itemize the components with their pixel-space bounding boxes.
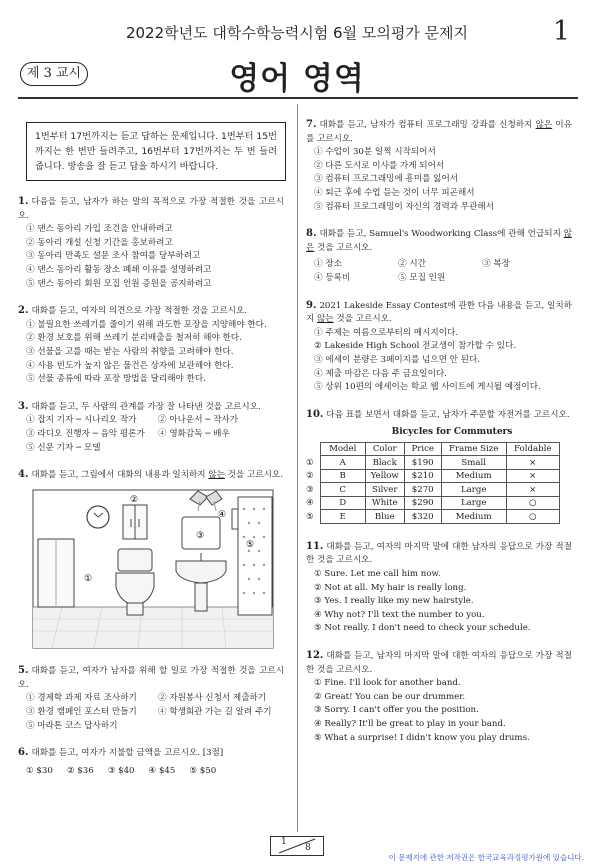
question-stem: 대화를 듣고, 여자의 마지막 말에 대한 남자의 응답으로 가장 적절한 것을 고르시오.: [306, 541, 572, 566]
exam-period-badge: 제 3 교시: [20, 62, 88, 86]
option-mark[interactable]: ⑤: [306, 511, 314, 522]
option[interactable]: ① 불필요한 쓰레기를 줄이기 위해 과도한 포장을 지양해야 한다.: [26, 319, 267, 330]
option[interactable]: ⑤ What a surprise! I didn't know you play drums.: [314, 732, 530, 743]
question-number: 4.: [18, 469, 29, 481]
option-mark[interactable]: ③: [306, 484, 314, 495]
option[interactable]: ③ 선물을 고를 때는 받는 사람의 취향을 고려해야 한다.: [26, 346, 234, 357]
question-stem: 대화를 듣고, 여자가 지불할 금액을 고르시오. [3점]: [31, 748, 224, 759]
option[interactable]: ③ Yes. I really like my new hairstyle.: [314, 596, 474, 607]
question-number: 2.: [18, 305, 29, 317]
question-7: [306, 118, 572, 214]
column-header: Price: [404, 442, 441, 456]
option[interactable]: ② $36: [66, 765, 94, 776]
marker-3: ③: [196, 530, 205, 541]
question-number: 9.: [306, 299, 317, 311]
question-number: 12.: [306, 650, 324, 662]
marker-2: ②: [130, 494, 139, 505]
option[interactable]: ③ 동아리 만족도 설문 조사 참여를 당부하려고: [26, 251, 201, 262]
option[interactable]: ④ 제출 마감은 다음 주 금요일이다.: [314, 368, 447, 379]
page-indicator: [270, 836, 324, 856]
option[interactable]: ① 잡지 기자 ─ 시나리오 작가: [26, 415, 137, 426]
option[interactable]: ① 댄스 동아리 가입 조건을 안내하려고: [26, 224, 173, 235]
table-cell: Small: [441, 456, 506, 470]
option[interactable]: ④ Really? It'll be great to play in your band.: [314, 719, 506, 729]
table-row[interactable]: [306, 456, 559, 470]
option-mark[interactable]: ①: [306, 457, 314, 468]
option[interactable]: ⑤ 신문 기자 ─ 모델: [26, 442, 101, 453]
table-cell: ○: [506, 496, 559, 510]
table-cell: A: [320, 456, 365, 470]
option[interactable]: ⑤ 댄스 동아리 회원 모집 인원 증원을 공지하려고: [26, 278, 212, 289]
option[interactable]: ② Great! You can be our drummer.: [314, 691, 466, 702]
option[interactable]: ① $30: [26, 765, 53, 776]
option[interactable]: ① 주제는 여름으로부터의 메시지이다.: [314, 327, 459, 338]
option[interactable]: ⑤ 상위 10편의 에세이는 학교 웹 사이트에 게시될 예정이다.: [314, 382, 541, 393]
table-cell: ○: [506, 510, 559, 524]
table-cell: Blue: [365, 510, 404, 524]
subject-title: 영어 영역: [229, 61, 365, 97]
question-number: 1.: [18, 196, 29, 207]
page-number: 1: [552, 16, 570, 47]
table-cell: ×: [506, 483, 559, 497]
option[interactable]: ⑤ Not really. I don't need to check your schedule.: [314, 623, 531, 634]
right-column: [306, 118, 572, 745]
marker-5: ⑤: [246, 539, 255, 550]
option[interactable]: ② 환경 보호를 위해 쓰레기 분리배출을 철저히 해야 한다.: [26, 333, 242, 344]
column-header: Model: [320, 442, 365, 456]
question-5: [18, 664, 284, 733]
question-stem: 다음을 듣고, 남자가 하는 말의 목적으로 가장 적절한 것을 고르시오.: [18, 197, 284, 221]
question-10: [306, 408, 572, 524]
current-page: 1: [281, 837, 287, 847]
option-mark[interactable]: ④: [306, 498, 314, 509]
table-cell: Medium: [441, 510, 506, 524]
option[interactable]: ① 경제학 과제 자료 조사하기: [26, 693, 137, 704]
table-cell: $290: [404, 496, 441, 510]
option[interactable]: ② Not at all. My hair is really long.: [314, 582, 467, 593]
question-1: [18, 195, 284, 291]
option[interactable]: ④ 학생회관 가는 길 알려 주기: [158, 707, 272, 718]
table-row[interactable]: [306, 483, 559, 497]
question-stem: 이유를 고르시오.: [306, 120, 572, 144]
table-cell: $270: [404, 483, 441, 497]
table-cell: Yellow: [365, 469, 404, 483]
option[interactable]: ④ 퇴근 후에 수업 듣는 것이 너무 피곤해서: [314, 187, 475, 198]
table-cell: ×: [506, 469, 559, 483]
question-number: 3.: [18, 400, 29, 412]
table-cell: C: [320, 483, 365, 497]
option[interactable]: ③ 컴퓨터 프로그래밍에 흥미를 잃어서: [314, 174, 459, 185]
option[interactable]: ③ 에세이 분량은 3페이지를 넘으면 안 된다.: [314, 354, 481, 365]
left-column: [18, 100, 284, 778]
header-divider: [18, 97, 578, 99]
table-cell: $320: [404, 510, 441, 524]
column-header: Frame Size: [441, 442, 506, 456]
option[interactable]: ④ 사용 빈도가 높지 않은 물건은 상자에 보관해야 한다.: [26, 360, 234, 371]
question-3: [18, 400, 284, 455]
question-number: 6.: [18, 747, 29, 759]
question-stem: 대화를 듣고, 여자가 남자를 위해 할 일로 가장 적절한 것을 고르시오.: [18, 666, 284, 690]
table-cell: Black: [365, 456, 404, 470]
option[interactable]: ⑤ 선물 종류에 따라 포장 방법을 달리해야 한다.: [26, 374, 206, 385]
option[interactable]: ⑤ 마라톤 코스 답사하기: [26, 720, 118, 731]
question-8: [306, 227, 572, 285]
option[interactable]: ④ 댄스 동아리 활동 장소 폐쇄 이유를 설명하려고: [26, 264, 212, 275]
option[interactable]: ② 자원봉사 신청서 제출하기: [158, 693, 267, 704]
question-stem: 것을 고르시오.: [314, 242, 373, 253]
table-cell: $210: [404, 469, 441, 483]
table-title: Bicycles for Commuters: [391, 427, 513, 438]
option[interactable]: ① 수업이 30분 일찍 시작되어서: [314, 147, 436, 158]
question-stem: 대화를 듣고, 남자의 마지막 말에 대한 여자의 응답으로 가장 적절한 것을 고르시오.: [306, 651, 572, 675]
table-cell: Large: [441, 483, 506, 497]
table-cell: Large: [441, 496, 506, 510]
listening-notice: 1번부터 17번까지는 듣고 답하는 문제입니다. 1번부터 15번까지는 한 번만 들려주고, 16번부터 17번까지는 두 번 들려줍니다. 방송을 잘 듣고 답을 하시기 바랍니다.: [26, 122, 286, 181]
table-cell: $190: [404, 456, 441, 470]
question-stem-underlined: 않는: [208, 470, 225, 481]
question-stem-underlined: 않는: [317, 314, 334, 325]
option[interactable]: ③ 복장: [482, 259, 510, 270]
option-mark[interactable]: ②: [306, 471, 314, 482]
question-2: [18, 304, 284, 387]
question-stem: 대화를 듣고, 그림에서 대화의 내용과 일치하지: [31, 470, 209, 481]
option[interactable]: ① 장소: [314, 259, 342, 270]
question-stem: 것을 고르시오.: [333, 314, 392, 325]
question-number: 8.: [306, 228, 317, 240]
option[interactable]: ② 다른 도시로 이사를 가게 되어서: [314, 160, 445, 171]
column-divider: [297, 104, 298, 832]
question-stem-underlined: 않은: [306, 229, 572, 253]
option[interactable]: ③ $40: [107, 765, 135, 776]
option[interactable]: ② 동아리 개설 신청 기간을 홍보하려고: [26, 237, 173, 248]
bathroom-illustration: [32, 489, 284, 655]
table-cell: ×: [506, 456, 559, 470]
table-row[interactable]: [306, 469, 559, 483]
option[interactable]: ⑤ 모집 인원: [398, 272, 446, 283]
exam-title: 2022학년도 대학수학능력시험 6월 모의평가 문제지: [125, 24, 469, 42]
question-number: 7.: [306, 119, 317, 130]
question-stem: 것을 고르시오.: [224, 470, 283, 481]
question-stem: 대화를 듣고, 두 사람의 관계를 가장 잘 나타낸 것을 고르시오.: [31, 401, 261, 412]
table-cell: White: [365, 496, 404, 510]
question-11: [306, 540, 572, 636]
table-row[interactable]: [306, 496, 559, 510]
table-cell: B: [320, 469, 365, 483]
option[interactable]: ④ $45: [148, 765, 176, 776]
column-header: Foldable: [506, 442, 559, 456]
question-9: [306, 299, 572, 395]
marker-1: ①: [84, 573, 93, 584]
column-header: Color: [365, 442, 404, 456]
option[interactable]: ③ 환경 캠페인 포스터 만들기: [26, 707, 137, 718]
option[interactable]: ⑤ $50: [189, 765, 217, 776]
question-4: [18, 468, 284, 654]
table-cell: D: [320, 496, 365, 510]
marker-4: ④: [218, 509, 227, 520]
total-pages: 8: [305, 843, 311, 853]
option[interactable]: ② 아나운서 ─ 작사가: [158, 415, 239, 426]
question-stem: 대화를 듣고, 여자의 의견으로 가장 적절한 것을 고르시오.: [31, 306, 247, 317]
table-cell: E: [320, 510, 365, 524]
question-number: 5.: [18, 665, 29, 677]
table-cell: Silver: [365, 483, 404, 497]
option[interactable]: ② Lakeside High School 전교생이 참가할 수 있다.: [314, 341, 517, 352]
question-12: [306, 649, 572, 745]
clock-icon: [87, 506, 109, 528]
bicycles-table: [306, 442, 560, 524]
option[interactable]: ① Sure. Let me call him now.: [314, 569, 441, 580]
option[interactable]: ② 시간: [398, 259, 426, 270]
option[interactable]: ⑤ 컴퓨터 프로그래밍이 자신의 경력과 무관해서: [314, 201, 494, 212]
question-stem-underlined: 않은: [535, 120, 553, 130]
option[interactable]: ③ 라디오 진행자 ─ 음악 평론가: [26, 428, 145, 439]
question-number: 11.: [306, 540, 324, 552]
option[interactable]: ③ Sorry. I can't offer you the position.: [314, 705, 479, 716]
option[interactable]: ④ 등록비: [314, 272, 351, 283]
question-6: [18, 746, 284, 778]
option[interactable]: ④ 영화감독 ─ 배우: [158, 428, 230, 439]
shower-curtain-icon: [238, 497, 272, 615]
question-stem: 다음 표를 보면서 대화를 듣고, 남자가 주문할 자전거를 고르시오.: [326, 409, 570, 420]
question-stem: 대화를 듣고, Samuel's Woodworking Class에 관해 언급되지: [319, 229, 564, 240]
copyright-note: 이 문제지에 관한 저작권은 한국교육과정평가원에 있습니다.: [388, 853, 584, 862]
option[interactable]: ④ Why not? I'll text the number to you.: [314, 609, 485, 620]
option[interactable]: ① Fine. I'll look for another band.: [314, 678, 461, 689]
question-stem: 2021 Lakeside Essay Contest에 관한 다음 내용을 듣고, 일치하지: [306, 300, 572, 325]
table-row[interactable]: [306, 510, 559, 524]
table-cell: Medium: [441, 469, 506, 483]
question-stem: 대화를 듣고, 남자가 컴퓨터 프로그래밍 강좌를 신청하지: [319, 120, 536, 130]
question-number: 10.: [306, 408, 324, 420]
